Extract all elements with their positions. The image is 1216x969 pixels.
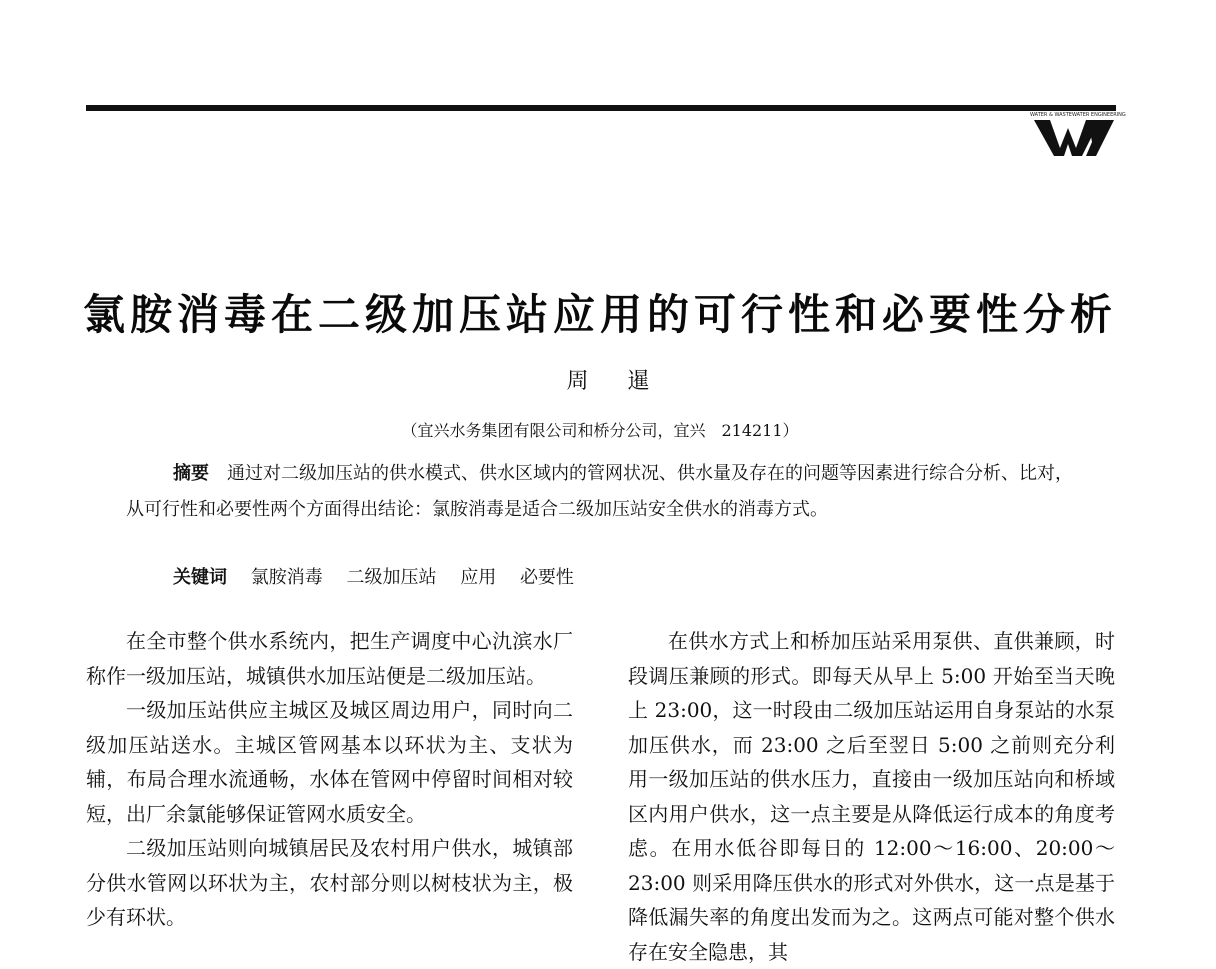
keyword: 必要性: [519, 567, 574, 588]
keyword: 应用: [460, 567, 497, 588]
paper-title: 氯胺消毒在二级加压站应用的可行性和必要性分析: [82, 290, 1117, 339]
author-affiliation: （宜兴水务集团有限公司和桥分公司，宜兴 214211）: [401, 421, 799, 440]
body-paragraph: 二级加压站则向城镇居民及农村用户供水，城镇部分供水管网以环状为主，农村部分则以树枝状为主，极少有环状。: [86, 836, 573, 929]
abstract-text: 通过对二级加压站的供水模式、供水区域内的管网状况、供水量及存在的问题等因素进行综合分析、比对，从可行性和必要性两个方面得出结论：氯胺消毒是适合二级加压站安全供水的消毒方式。: [126, 463, 1073, 520]
body-paragraph: 一级加压站供应主城区及城区周边用户，同时向二级加压站送水。主城区管网基本以环状为主、支状为辅，布局合理水流通畅，水体在管网中停留时间相对较短，出厂余氯能够保证管网水质安全。: [86, 698, 573, 826]
body-paragraph: 在全市整个供水系统内，把生产调度中心氿滨水厂称作一级加压站，城镇供水加压站便是二级加压站。: [86, 629, 573, 688]
author-name: 周 暹: [566, 369, 666, 394]
body-column-left: [86, 624, 573, 935]
abstract: [126, 456, 1084, 528]
abstract-label: 摘要: [173, 463, 209, 484]
keyword: 氯胺消毒: [250, 567, 323, 588]
body-paragraph: 在供水方式上和桥加压站采用泵供、直供兼顾，时段调压兼顾的形式。即每天从早上 5:00 开始至当天晚上 23:00，这一时段由二级加压站运用自身泵站的水泵加压供水，而 23:00 之后至翌日 5:00 之前则充分利用一级加压站的供水压力，直接由一级加压站向和桥域区内用户供水，这一点主要是从降低运行成本的角度考虑。在用水低谷即每日的 12:00～16:00、20:00～23:00 则采用降压供水的形式对外供水，这一点是基于降低漏失率的角度出发而为之。这两点可能对整个供水存在安全隐患，其: [628, 629, 1115, 964]
keywords-label: 关键词: [173, 567, 227, 588]
keywords: [173, 560, 1073, 596]
journal-logo-text: WATER & WASTEWATER ENGINEERING: [1030, 112, 1126, 118]
w-logo-icon: [1030, 108, 1126, 158]
keyword: 二级加压站: [346, 567, 437, 588]
header-rule: [86, 105, 1116, 111]
body-column-right: [628, 624, 1115, 969]
